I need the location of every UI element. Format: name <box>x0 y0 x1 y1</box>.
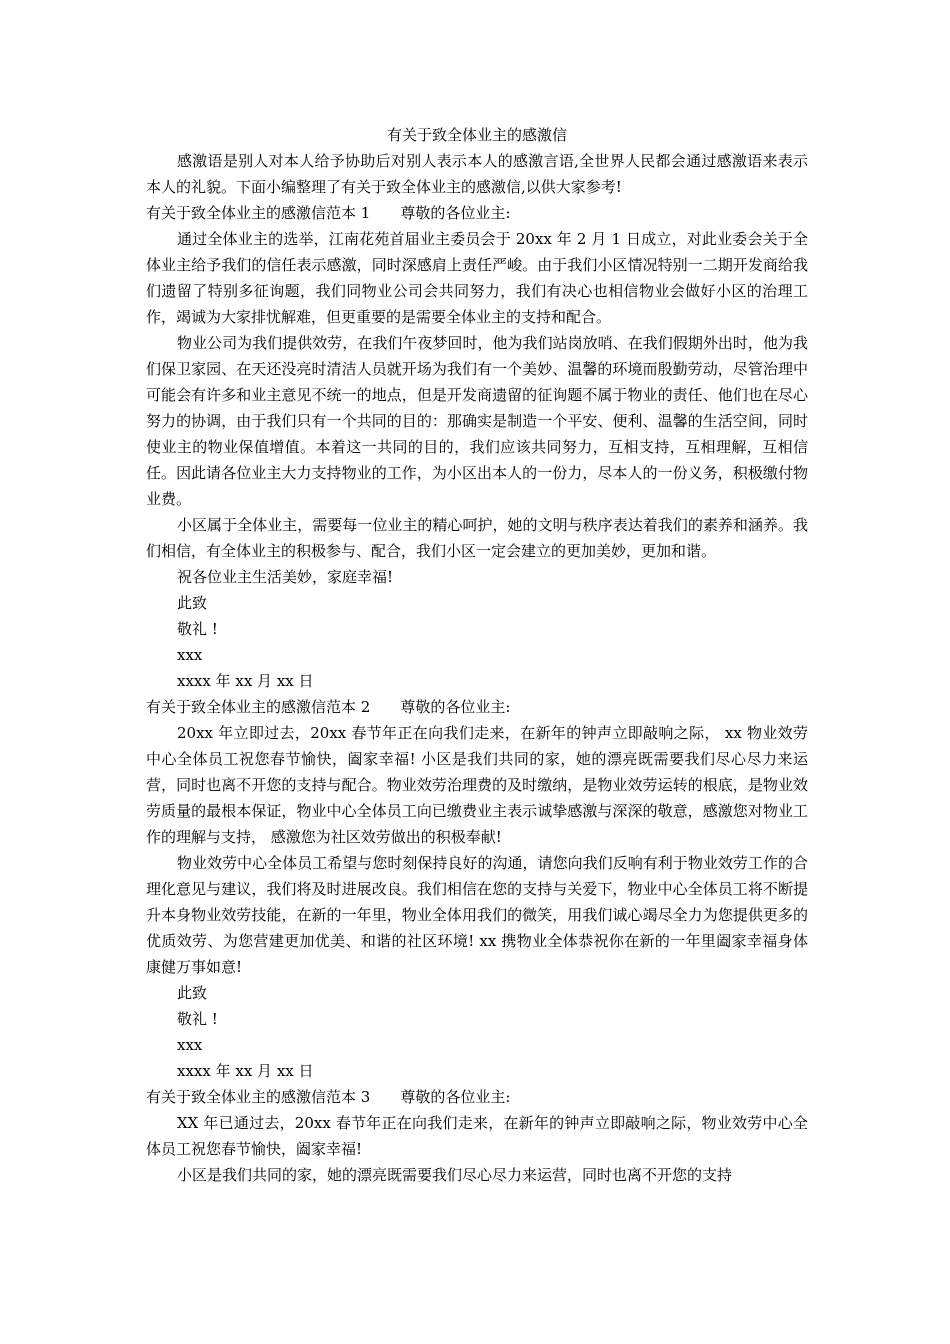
section-title: 有关于致全体业主的感激信范本 2 <box>146 698 371 716</box>
date-line: xxxx 年 xx 月 xx 日 <box>177 672 314 690</box>
section-heading <box>146 1084 808 1110</box>
section-title: 有关于致全体业主的感激信范本 1 <box>146 204 371 222</box>
body-paragraph: 小区是我们共同的家，她的漂亮既需要我们尽心尽力来运营，同时也离不开您的支持 <box>177 1166 733 1184</box>
body-paragraph: 物业公司为我们提供效劳，在我们午夜梦回时，他为我们站岗放哨、在我们假期外出时，他为我们保卫家园、在天还没亮时清洁人员就开场为我们有一个美妙、温馨的环境而殷勤劳动，尽管治理中可能会有许多和业主意见不统一的地点，但是开发商遗留的征询题不属于物业的责任、他们也在尽心努力的协调，由于我们只有一个共同的目的：那确实是制造一个平安、便利、温馨的生活空间，同时使业主的物业保值增值。本着这一共同的目的，我们应该共同努力，互相支持，互相理解，互相信任。因此请各位业主大力支持物业的工作，为小区出本人的一份力，尽本人的一份义务，积极缴付物业费。 <box>146 334 808 508</box>
body-paragraph: 物业效劳中心全体员工希望与您时刻保持良好的沟通，请您向我们反响有利于物业效劳工作的合理化意见与建议，我们将及时进展改良。我们相信在您的支持与关爱下，物业中心全体员工将不断提升本身物业效劳技能，在新的一年里，物业全体用我们的微笑，用我们诚心竭尽全力为您提供更多的优质效劳、为您营建更加优美、和谐的社区环境! xx 携物业全体恭祝你在新的一年里阖家幸福身体康健万事如意! <box>146 854 808 976</box>
closing-line: 敬礼 ! <box>177 620 218 638</box>
body-paragraph: 小区属于全体业主，需要每一位业主的精心呵护，她的文明与秩序表达着我们的素养和涵养。我们相信，有全体业主的积极参与、配合，我们小区一定会建立的更加美妙，更加和谐。 <box>146 516 808 560</box>
body-paragraph: XX 年已通过去，20xx 春节年正在向我们走来，在新年的钟声立即敲响之际，物业效劳中心全体员工祝您春节愉快，阖家幸福! <box>146 1114 808 1158</box>
intro-paragraph: 感激语是别人对本人给予协助后对别人表示本人的感激言语,全世界人民都会通过感激语来表示本人的礼貌。下面小编整理了有关于致全体业主的感激信,以供大家参考! <box>146 152 808 196</box>
body-paragraph: 通过全体业主的选举，江南花苑首届业主委员会于 20xx 年 2 月 1 日成立，对此业委会关于全体业主给予我们的信任表示感激，同时深感肩上责任严峻。由于我们小区情况特别一二期开发商给我们遗留了特别多征询题，我们同物业公司会共同努力，我们有决心也相信物业会做好小区的治理工作，竭诚为大家排忧解难，但更重要的是需要全体业主的支持和配合。 <box>146 230 808 326</box>
closing-line: 敬礼 ! <box>177 1010 218 1028</box>
document-page <box>146 122 808 1188</box>
section-heading <box>146 694 808 720</box>
date-line: xxxx 年 xx 月 xx 日 <box>177 1062 314 1080</box>
closing-line: 此致 <box>177 594 208 612</box>
salutation: 尊敬的各位业主: <box>400 1088 511 1106</box>
signature: xxx <box>177 1036 203 1054</box>
letter-section <box>146 200 808 694</box>
letter-section <box>146 1084 808 1188</box>
signature: xxx <box>177 646 203 664</box>
letter-section <box>146 694 808 1084</box>
section-title: 有关于致全体业主的感激信范本 3 <box>146 1088 371 1106</box>
body-paragraph: 祝各位业主生活美妙，家庭幸福! <box>177 568 394 586</box>
section-heading <box>146 200 808 226</box>
document-title: 有关于致全体业主的感激信 <box>386 126 567 144</box>
body-paragraph: 20xx 年立即过去，20xx 春节年正在向我们走来，在新年的钟声立即敲响之际， xx 物业效劳中心全体员工祝您春节愉快，阖家幸福! 小区是我们共同的家，她的漂亮既需要我们尽心尽力来运营，同时也离不开您的支持与配合。物业效劳治理费的及时缴纳，是物业效劳运转的根底，是物业效劳质量的最根本保证，物业中心全体员工向已缴费业主表示诚挚感激与深深的敬意，感激您对物业工作的理解与支持， 感激您为社区效劳做出的积极奉献! <box>146 724 808 846</box>
closing-line: 此致 <box>177 984 208 1002</box>
salutation: 尊敬的各位业主: <box>400 698 511 716</box>
salutation: 尊敬的各位业主: <box>400 204 511 222</box>
